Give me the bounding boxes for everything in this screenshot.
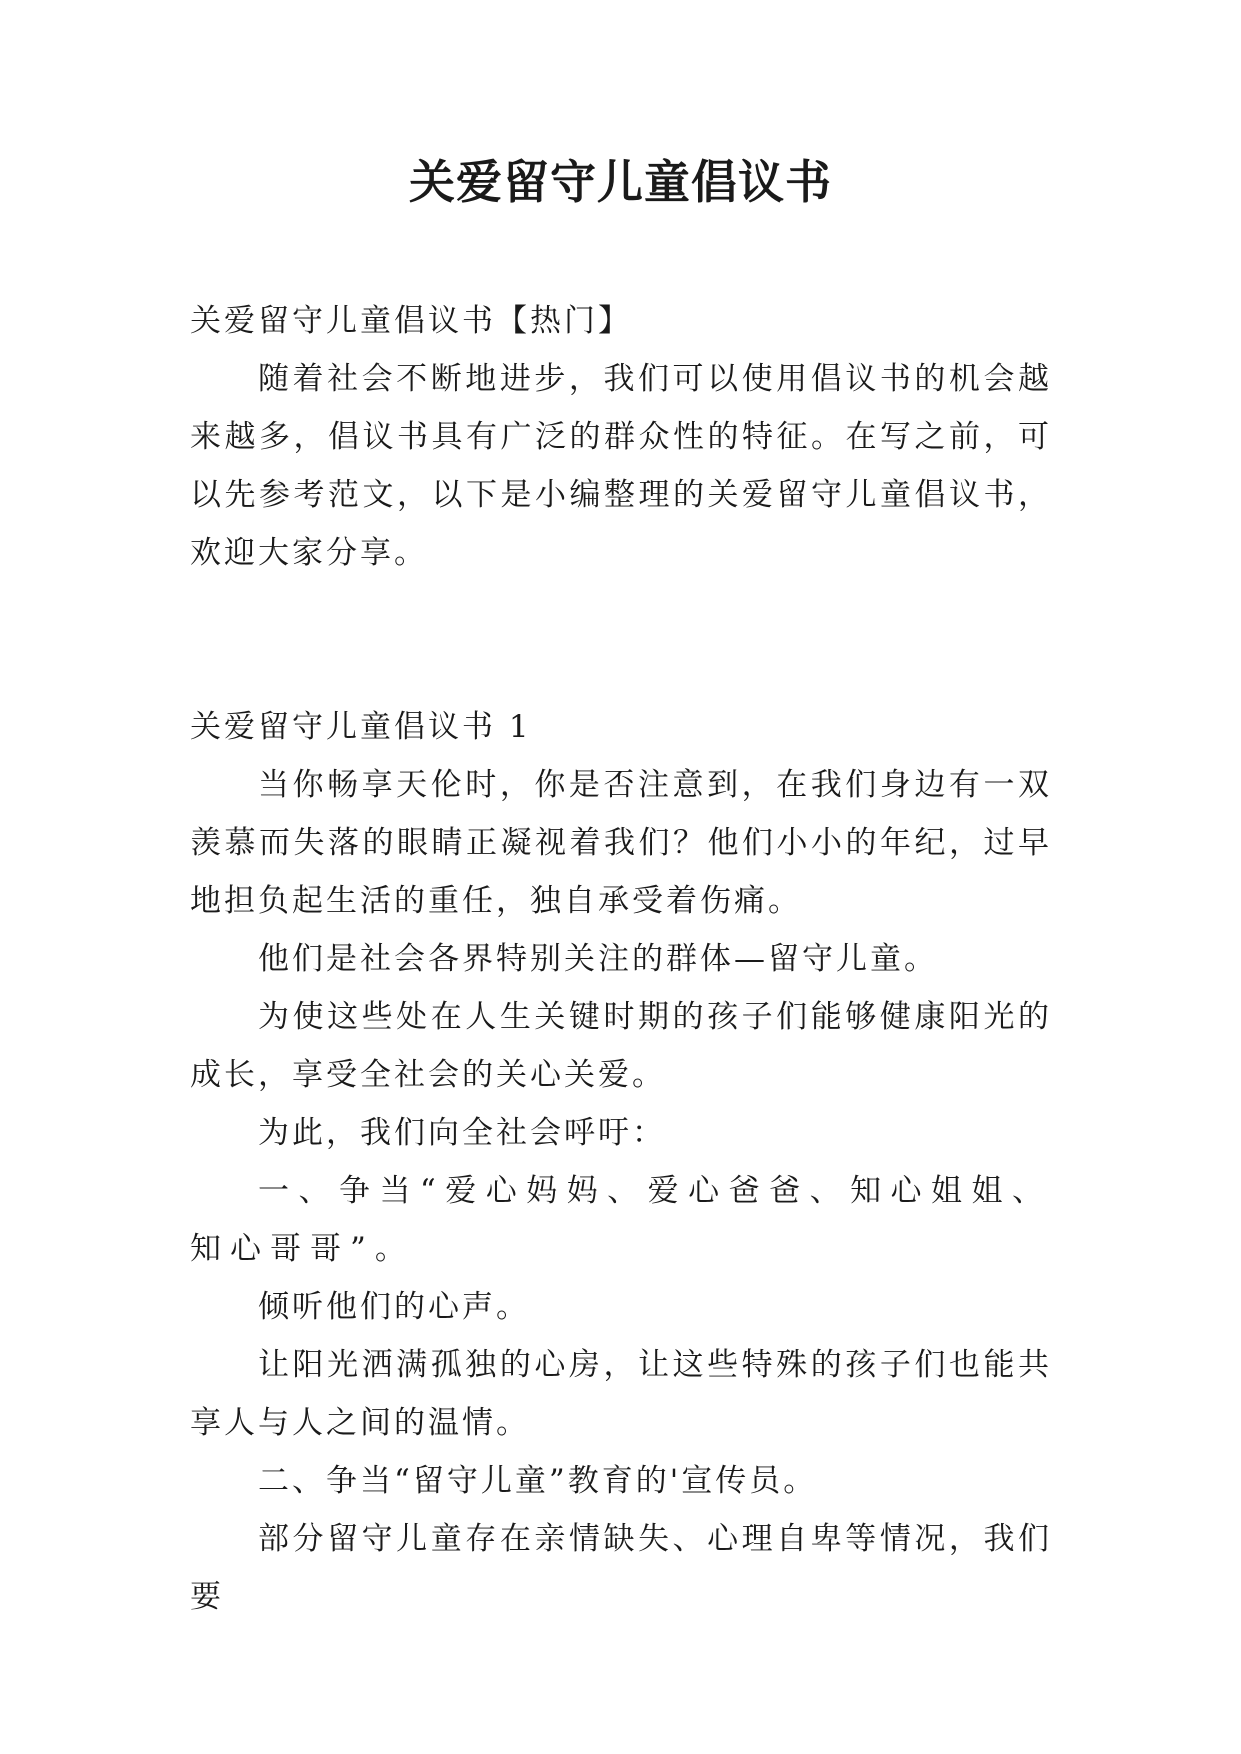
section1-heading: 关爱留守儿童倡议书 1 [190,709,532,745]
body-paragraph: 部分留守儿童存在亲情缺失、心理自卑等情况，我们要 [190,1521,1052,1615]
document-body [190,292,1052,1626]
body-paragraph: 当你畅享天伦时，你是否注意到，在我们身边有一双羡慕而失落的眼睛正凝视着我们？他们小小的年纪，过早地担负起生活的重任，独自承受着伤痛。 [190,767,1052,919]
body-paragraph: 让阳光洒满孤独的心房，让这些特殊的孩子们也能共享人与人之间的温情。 [190,1347,1052,1441]
intro-heading: 关爱留守儿童倡议书【热门】 [190,303,632,339]
body-paragraph: 一、争当“爱心妈妈、爱心爸爸、知心姐姐、知心哥哥”。 [190,1173,1052,1267]
intro-paragraph: 随着社会不断地进步，我们可以使用倡议书的机会越来越多，倡议书具有广泛的群众性的特征。在写之前，可以先参考范文，以下是小编整理的关爱留守儿童倡议书，欢迎大家分享。 [190,361,1052,571]
body-paragraph: 倾听他们的心声。 [258,1289,530,1325]
body-paragraph: 为使这些处在人生关键时期的孩子们能够健康阳光的成长，享受全社会的关心关爱。 [190,999,1052,1093]
document-title: 关爱留守儿童倡议书 [409,155,832,209]
body-paragraph: 二、争当“留守儿童”教育的'宣传员。 [258,1463,818,1499]
body-paragraph: 他们是社会各界特别关注的群体—留守儿童。 [258,941,938,977]
section-spacer [190,582,1052,698]
body-paragraph: 为此，我们向全社会呼吁： [258,1115,666,1151]
